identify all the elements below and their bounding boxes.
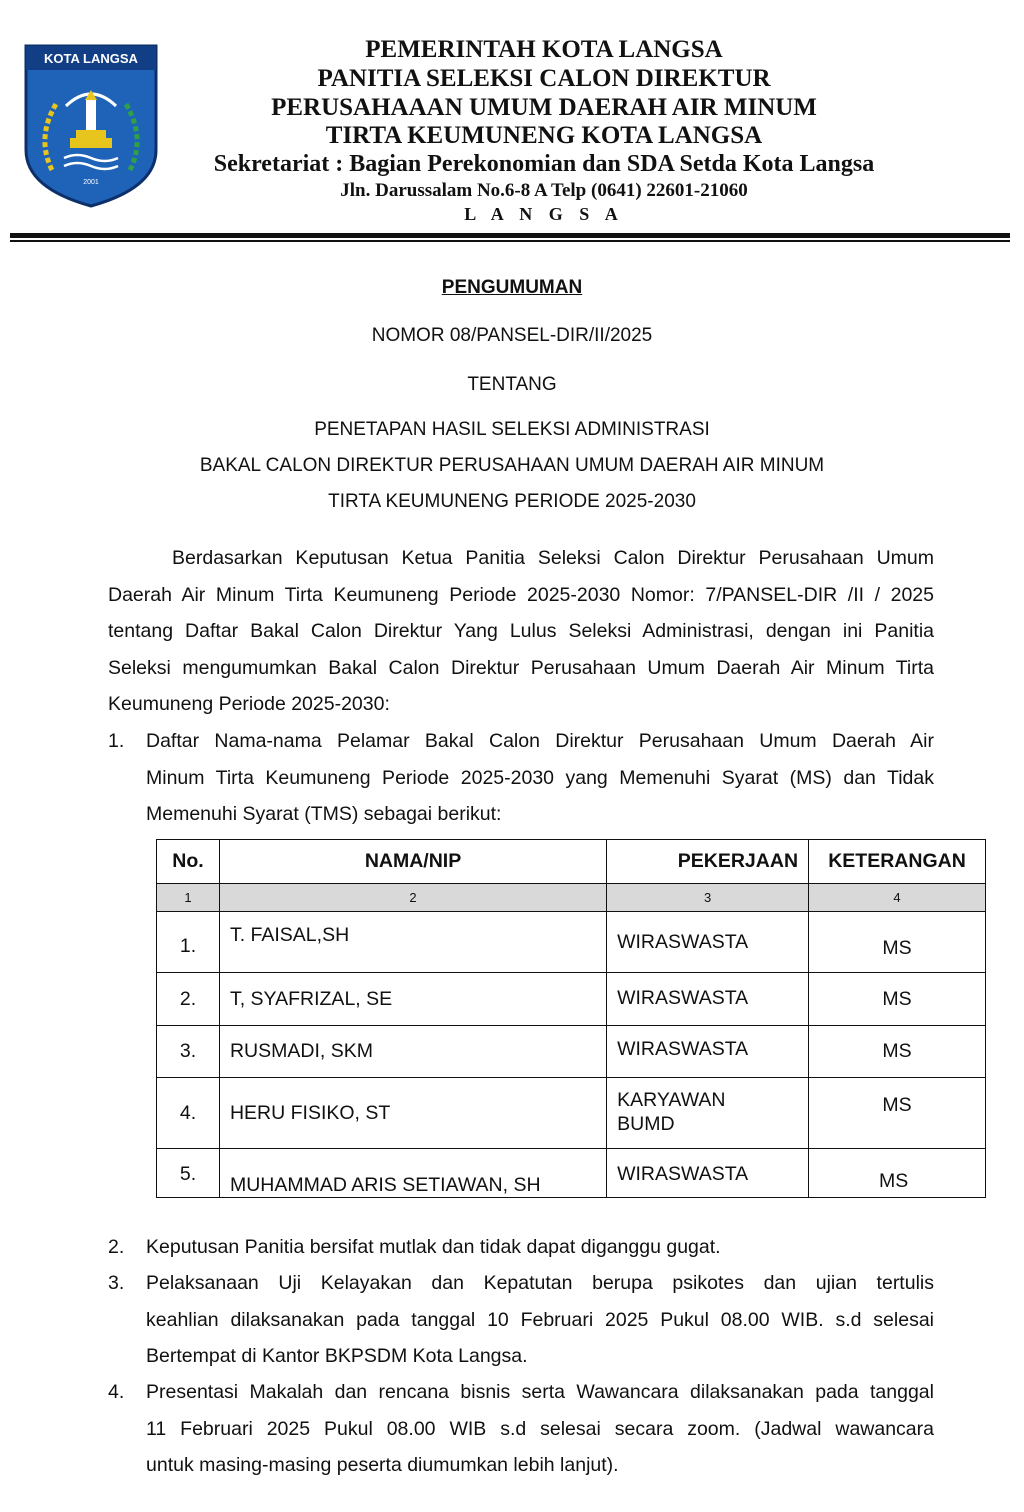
letterhead-line-1: PEMERINTAH KOTA LANGSA: [365, 36, 723, 63]
intro-paragraph: [108, 540, 934, 723]
list-item-line: 11 Februari 2025 Pukul 08.00 WIB s.d selesai secara zoom. (Jadwal wawancara: [146, 1417, 934, 1440]
candidate-table: [156, 839, 986, 1198]
table-index-row: [157, 884, 986, 912]
table-row: [157, 1149, 986, 1198]
intro-line: Keumuneng Periode 2025-2030:: [108, 693, 390, 715]
table-header-row: [157, 840, 986, 884]
row-no: 4.: [157, 1078, 220, 1149]
list-item-line: Keputusan Panitia bersifat mutlak dan tidak dapat diganggu gugat.: [146, 1236, 721, 1258]
kota-langsa-logo: [22, 42, 160, 210]
letterhead-address: Jln. Darussalam No.6-8 A Telp (0641) 22601-21060: [340, 180, 748, 201]
header-name: NAMA/NIP: [219, 840, 606, 884]
letterhead-line-4: TIRTA KEUMUNENG KOTA LANGSA: [325, 122, 763, 149]
row-name: HERU FISIKO, ST: [219, 1078, 606, 1149]
row-status: MS: [809, 1026, 986, 1078]
list-item-line: Pelaksanaan Uji Kelayakan dan Kepatutan berupa psikotes dan ujian tertulis: [146, 1272, 934, 1294]
index-cell: 4: [809, 884, 986, 912]
intro-line: tentang Daftar Bakal Calon Direktur Yang Lulus Seleksi Administrasi, dengan ini Panitia: [108, 620, 934, 642]
list-item-line: Presentasi Makalah dan rencana bisnis serta Wawancara dilaksanakan pada tanggal: [146, 1381, 934, 1403]
row-job: WIRASWASTA: [607, 1149, 809, 1198]
announcement-title: PENGUMUMAN: [441, 277, 583, 298]
row-status: MS: [809, 973, 986, 1026]
letterhead-line-2: PANITIA SELEKSI CALON DIREKTUR: [317, 65, 771, 92]
index-cell: 3: [607, 884, 809, 912]
intro-line: Berdasarkan Keputusan Ketua Panitia Seleksi Calon Direktur Perusahaan Umum: [172, 547, 934, 569]
announcement-subject-1: PENETAPAN HASIL SELEKSI ADMINISTRASI: [314, 419, 710, 440]
row-status: MS: [809, 1149, 986, 1198]
list-item-number: 4.: [108, 1381, 125, 1403]
row-name: MUHAMMAD ARIS SETIAWAN, SH: [219, 1149, 606, 1198]
letterhead-city: L A N G S A: [464, 204, 624, 224]
letterhead-line-3: PERUSAHAAAN UMUM DAERAH AIR MINUM: [271, 94, 817, 121]
table-row: [157, 973, 986, 1026]
announcement-number: NOMOR 08/PANSEL-DIR/II/2025: [371, 325, 653, 346]
header-job: PEKERJAAN: [607, 840, 809, 884]
letterhead-rule-thin: [10, 240, 1010, 242]
list-item-number: 2.: [108, 1236, 125, 1258]
header-no: No.: [157, 840, 220, 884]
logo-banner-text: KOTA LANGSA: [44, 51, 138, 66]
row-status: MS: [809, 912, 986, 973]
row-job: WIRASWASTA: [607, 912, 809, 973]
row-job: WIRASWASTA: [607, 973, 809, 1026]
row-name: T. FAISAL,SH: [219, 912, 606, 973]
row-name: RUSMADI, SKM: [219, 1026, 606, 1078]
row-job: WIRASWASTA: [607, 1026, 809, 1078]
row-no: 1.: [157, 912, 220, 973]
row-status: MS: [809, 1078, 986, 1149]
header-status: KETERANGAN: [809, 840, 986, 884]
announcement-about: TENTANG: [467, 374, 557, 395]
row-name: T, SYAFRIZAL, SE: [219, 973, 606, 1026]
row-no: 2.: [157, 973, 220, 1026]
table-row: [157, 1026, 986, 1078]
index-cell: 2: [219, 884, 606, 912]
list-item-line: Daftar Nama-nama Pelamar Bakal Calon Direktur Perusahaan Umum Daerah Air: [146, 730, 934, 752]
list-item-line: Memenuhi Syarat (TMS) sebagai berikut:: [146, 803, 502, 825]
letterhead-secretariat: Sekretariat : Bagian Perekonomian dan SDA Setda Kota Langsa: [213, 151, 875, 177]
intro-line: Seleksi mengumumkan Bakal Calon Direktur Perusahaan Umum Daerah Air Minum Tirta: [108, 656, 934, 679]
list-item-line: Bertempat di Kantor BKPSDM Kota Langsa.: [146, 1345, 528, 1367]
table-row: [157, 1078, 986, 1149]
list-item-line: Minum Tirta Keumuneng Periode 2025-2030 yang Memenuhi Syarat (MS) dan Tidak: [146, 766, 934, 789]
letterhead-rule-thick: [10, 233, 1010, 238]
announcement-subject-3: TIRTA KEUMUNENG PERIODE 2025-2030: [328, 491, 696, 512]
intro-line: Daerah Air Minum Tirta Keumuneng Periode 2025-2030 Nomor: 7/PANSEL-DIR /II / 2025: [108, 583, 934, 606]
list-item-line: untuk masing-masing peserta diumumkan lebih lanjut).: [146, 1454, 619, 1476]
row-job: KARYAWAN BUMD: [607, 1078, 809, 1149]
list-item-line: keahlian dilaksanakan pada tanggal 10 Februari 2025 Pukul 08.00 WIB. s.d selesai: [146, 1308, 934, 1331]
index-cell: 1: [157, 884, 220, 912]
row-no: 5.: [157, 1149, 220, 1198]
list-item-number: 3.: [108, 1272, 125, 1294]
table-row: [157, 912, 986, 973]
announcement-subject-2: BAKAL CALON DIREKTUR PERUSAHAAN UMUM DAERAH AIR MINUM: [199, 455, 825, 476]
row-no: 3.: [157, 1026, 220, 1078]
list-item-number: 1.: [108, 730, 125, 752]
logo-year: 2001: [83, 179, 99, 186]
